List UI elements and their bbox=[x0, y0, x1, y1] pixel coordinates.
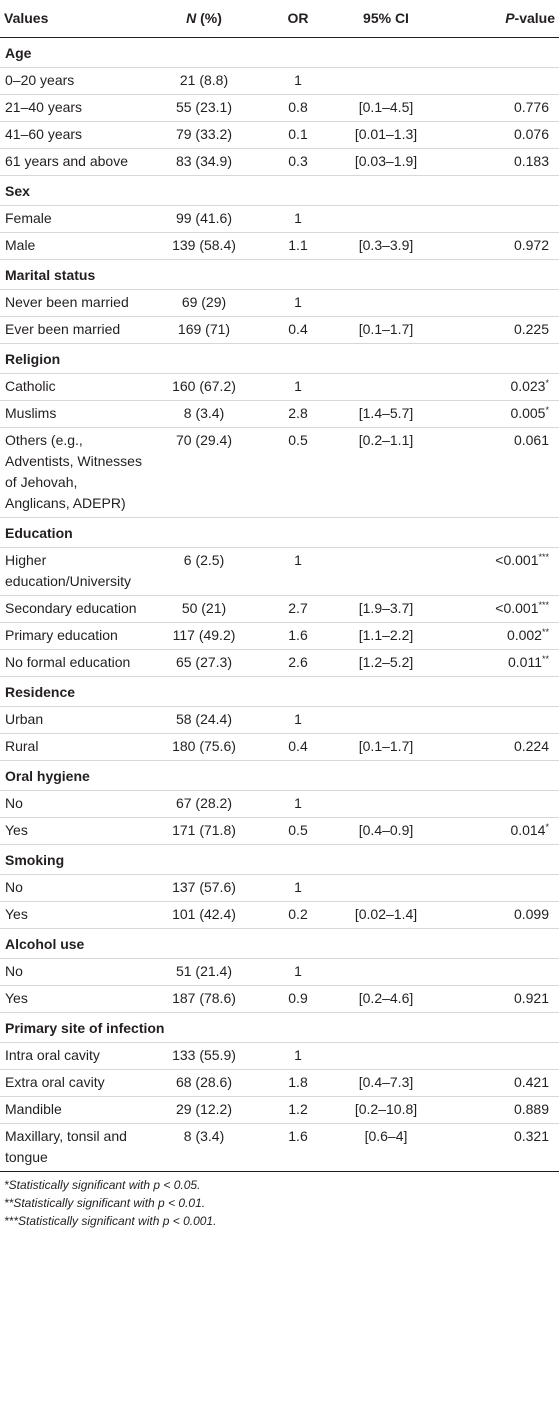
row-p-value bbox=[436, 149, 559, 176]
row-label: Yes bbox=[0, 818, 148, 845]
table-row bbox=[0, 959, 559, 986]
section-row bbox=[0, 176, 559, 206]
row-label: Ever been married bbox=[0, 317, 148, 344]
row-n-percent: 187 (78.6) bbox=[148, 986, 260, 1013]
row-label: Maxillary, tonsil and tongue bbox=[0, 1124, 148, 1172]
row-confidence-interval: [0.01–1.3] bbox=[336, 122, 436, 149]
section-row bbox=[0, 38, 559, 68]
row-odds-ratio: 0.1 bbox=[260, 122, 336, 149]
row-confidence-interval bbox=[336, 548, 436, 596]
section-label: Smoking bbox=[0, 845, 559, 875]
p-value-text: 0.099 bbox=[513, 906, 549, 922]
p-value-text: 0.183 bbox=[513, 153, 549, 169]
row-p-value bbox=[436, 401, 559, 428]
row-label: No bbox=[0, 791, 148, 818]
table-row bbox=[0, 1097, 559, 1124]
row-confidence-interval: [0.2–1.1] bbox=[336, 428, 436, 518]
table-row bbox=[0, 1124, 559, 1172]
section-row bbox=[0, 1013, 559, 1043]
p-value-text: 0.011 bbox=[507, 654, 542, 670]
header-or: OR bbox=[260, 0, 336, 38]
row-odds-ratio: 1 bbox=[260, 206, 336, 233]
row-confidence-interval bbox=[336, 959, 436, 986]
row-confidence-interval: [0.2–4.6] bbox=[336, 986, 436, 1013]
p-value-text: 0.889 bbox=[513, 1101, 549, 1117]
table-row bbox=[0, 986, 559, 1013]
row-n-percent: 68 (28.6) bbox=[148, 1070, 260, 1097]
p-value-text: 0.002 bbox=[506, 627, 542, 643]
row-odds-ratio: 1 bbox=[260, 707, 336, 734]
header-n-rest: (%) bbox=[196, 10, 222, 26]
row-odds-ratio: 1 bbox=[260, 1043, 336, 1070]
section-label: Alcohol use bbox=[0, 929, 559, 959]
row-label: Intra oral cavity bbox=[0, 1043, 148, 1070]
row-n-percent: 51 (21.4) bbox=[148, 959, 260, 986]
footnotes bbox=[0, 1172, 559, 1230]
row-label: Catholic bbox=[0, 374, 148, 401]
row-odds-ratio: 1 bbox=[260, 548, 336, 596]
significance-marker: ** bbox=[541, 654, 549, 664]
row-odds-ratio: 0.5 bbox=[260, 428, 336, 518]
table-row bbox=[0, 233, 559, 260]
row-n-percent: 180 (75.6) bbox=[148, 734, 260, 761]
row-p-value bbox=[436, 875, 559, 902]
row-odds-ratio: 1.2 bbox=[260, 1097, 336, 1124]
row-confidence-interval: [0.02–1.4] bbox=[336, 902, 436, 929]
row-confidence-interval: [0.1–4.5] bbox=[336, 95, 436, 122]
row-n-percent: 6 (2.5) bbox=[148, 548, 260, 596]
row-odds-ratio: 1 bbox=[260, 374, 336, 401]
table-row bbox=[0, 374, 559, 401]
table-header bbox=[0, 0, 559, 38]
table-row bbox=[0, 95, 559, 122]
row-confidence-interval: [1.2–5.2] bbox=[336, 650, 436, 677]
row-label: Secondary education bbox=[0, 596, 148, 623]
row-p-value bbox=[436, 290, 559, 317]
table-row bbox=[0, 1043, 559, 1070]
section-row bbox=[0, 677, 559, 707]
row-p-value bbox=[436, 68, 559, 95]
row-odds-ratio: 0.4 bbox=[260, 734, 336, 761]
row-label: Primary education bbox=[0, 623, 148, 650]
table-row bbox=[0, 1070, 559, 1097]
row-p-value bbox=[436, 374, 559, 401]
p-value-text: 0.421 bbox=[513, 1074, 549, 1090]
header-p-italic: P bbox=[505, 10, 515, 26]
row-p-value bbox=[436, 548, 559, 596]
p-value-text: 0.005 bbox=[510, 405, 546, 421]
row-p-value bbox=[436, 1070, 559, 1097]
p-value-text: 0.224 bbox=[513, 738, 549, 754]
row-label: Urban bbox=[0, 707, 148, 734]
row-n-percent: 79 (33.2) bbox=[148, 122, 260, 149]
row-n-percent: 160 (67.2) bbox=[148, 374, 260, 401]
row-odds-ratio: 1 bbox=[260, 290, 336, 317]
p-value-text: 0.023 bbox=[510, 378, 546, 394]
row-odds-ratio: 1.6 bbox=[260, 623, 336, 650]
p-value-text: <0.001 bbox=[495, 552, 539, 568]
row-n-percent: 50 (21) bbox=[148, 596, 260, 623]
row-n-percent: 117 (49.2) bbox=[148, 623, 260, 650]
row-label: No bbox=[0, 959, 148, 986]
row-n-percent: 99 (41.6) bbox=[148, 206, 260, 233]
row-odds-ratio: 0.5 bbox=[260, 818, 336, 845]
section-label: Marital status bbox=[0, 260, 559, 290]
significance-marker: * bbox=[545, 822, 549, 832]
row-p-value bbox=[436, 902, 559, 929]
row-p-value bbox=[436, 1124, 559, 1172]
row-n-percent: 70 (29.4) bbox=[148, 428, 260, 518]
row-n-percent: 171 (71.8) bbox=[148, 818, 260, 845]
row-label: Male bbox=[0, 233, 148, 260]
row-odds-ratio: 1 bbox=[260, 959, 336, 986]
row-p-value bbox=[436, 95, 559, 122]
table-row bbox=[0, 734, 559, 761]
row-confidence-interval bbox=[336, 875, 436, 902]
table-row bbox=[0, 401, 559, 428]
row-p-value bbox=[436, 818, 559, 845]
row-n-percent: 67 (28.2) bbox=[148, 791, 260, 818]
table-row bbox=[0, 317, 559, 344]
row-n-percent: 21 (8.8) bbox=[148, 68, 260, 95]
table-row bbox=[0, 122, 559, 149]
row-label: Others (e.g., Adventists, Witnesses of Jehovah, Anglicans, ADEPR) bbox=[0, 428, 148, 518]
row-n-percent: 169 (71) bbox=[148, 317, 260, 344]
row-label: Extra oral cavity bbox=[0, 1070, 148, 1097]
significance-marker: ** bbox=[541, 627, 549, 637]
row-odds-ratio: 1.6 bbox=[260, 1124, 336, 1172]
section-row bbox=[0, 845, 559, 875]
row-odds-ratio: 0.9 bbox=[260, 986, 336, 1013]
section-row bbox=[0, 344, 559, 374]
table-row bbox=[0, 596, 559, 623]
row-p-value bbox=[436, 1097, 559, 1124]
row-label: Yes bbox=[0, 902, 148, 929]
section-label: Residence bbox=[0, 677, 559, 707]
row-p-value bbox=[436, 959, 559, 986]
section-label: Sex bbox=[0, 176, 559, 206]
row-p-value bbox=[436, 317, 559, 344]
p-value-text: 0.076 bbox=[513, 126, 549, 142]
row-label: 41–60 years bbox=[0, 122, 148, 149]
row-confidence-interval bbox=[336, 374, 436, 401]
row-label: Mandible bbox=[0, 1097, 148, 1124]
row-n-percent: 139 (58.4) bbox=[148, 233, 260, 260]
row-label: 61 years and above bbox=[0, 149, 148, 176]
significance-marker: *** bbox=[538, 552, 549, 562]
row-p-value bbox=[436, 206, 559, 233]
header-row bbox=[0, 0, 559, 38]
row-confidence-interval bbox=[336, 791, 436, 818]
row-p-value bbox=[436, 707, 559, 734]
row-n-percent: 69 (29) bbox=[148, 290, 260, 317]
table-row bbox=[0, 818, 559, 845]
row-n-percent: 29 (12.2) bbox=[148, 1097, 260, 1124]
section-label: Education bbox=[0, 518, 559, 548]
footnote: **Statistically significant with p < 0.01. bbox=[4, 1196, 206, 1210]
table-row bbox=[0, 290, 559, 317]
table-row bbox=[0, 875, 559, 902]
table-row bbox=[0, 149, 559, 176]
table-body bbox=[0, 38, 559, 1172]
row-n-percent: 8 (3.4) bbox=[148, 1124, 260, 1172]
row-label: Yes bbox=[0, 986, 148, 1013]
row-confidence-interval bbox=[336, 1043, 436, 1070]
section-row bbox=[0, 518, 559, 548]
row-label: Higher education/University bbox=[0, 548, 148, 596]
section-row bbox=[0, 929, 559, 959]
row-n-percent: 58 (24.4) bbox=[148, 707, 260, 734]
p-value-text: 0.776 bbox=[513, 99, 549, 115]
section-label: Religion bbox=[0, 344, 559, 374]
row-confidence-interval bbox=[336, 68, 436, 95]
p-value-text: 0.972 bbox=[513, 237, 549, 253]
header-ci: 95% CI bbox=[336, 0, 436, 38]
row-label: Never been married bbox=[0, 290, 148, 317]
row-confidence-interval: [1.4–5.7] bbox=[336, 401, 436, 428]
header-n-italic: N bbox=[186, 10, 197, 26]
row-confidence-interval: [1.9–3.7] bbox=[336, 596, 436, 623]
row-confidence-interval: [0.6–4] bbox=[336, 1124, 436, 1172]
row-p-value bbox=[436, 596, 559, 623]
section-row bbox=[0, 260, 559, 290]
p-value-text: 0.061 bbox=[513, 432, 549, 448]
row-odds-ratio: 2.7 bbox=[260, 596, 336, 623]
row-odds-ratio: 1.8 bbox=[260, 1070, 336, 1097]
header-p-rest: -value bbox=[514, 10, 555, 26]
row-odds-ratio: 0.3 bbox=[260, 149, 336, 176]
p-value-text: 0.014 bbox=[510, 822, 546, 838]
table-row bbox=[0, 548, 559, 596]
row-p-value bbox=[436, 650, 559, 677]
footnote: *Statistically significant with p < 0.05. bbox=[4, 1178, 201, 1192]
p-value-text: <0.001 bbox=[495, 600, 539, 616]
row-n-percent: 55 (23.1) bbox=[148, 95, 260, 122]
row-p-value bbox=[436, 428, 559, 518]
section-row bbox=[0, 761, 559, 791]
row-n-percent: 65 (27.3) bbox=[148, 650, 260, 677]
row-confidence-interval: [0.1–1.7] bbox=[336, 317, 436, 344]
row-confidence-interval: [0.1–1.7] bbox=[336, 734, 436, 761]
row-odds-ratio: 1 bbox=[260, 791, 336, 818]
significance-marker: * bbox=[545, 378, 549, 388]
row-p-value bbox=[436, 122, 559, 149]
table-row bbox=[0, 428, 559, 518]
header-p-value bbox=[436, 0, 559, 38]
row-confidence-interval: [0.03–1.9] bbox=[336, 149, 436, 176]
section-label: Oral hygiene bbox=[0, 761, 559, 791]
header-n-percent bbox=[148, 0, 260, 38]
row-confidence-interval: [0.3–3.9] bbox=[336, 233, 436, 260]
row-n-percent: 8 (3.4) bbox=[148, 401, 260, 428]
row-odds-ratio: 2.6 bbox=[260, 650, 336, 677]
p-value-text: 0.225 bbox=[513, 321, 549, 337]
row-p-value bbox=[436, 1043, 559, 1070]
row-confidence-interval: [0.4–0.9] bbox=[336, 818, 436, 845]
table-row bbox=[0, 206, 559, 233]
row-odds-ratio: 1 bbox=[260, 68, 336, 95]
row-label: Rural bbox=[0, 734, 148, 761]
row-confidence-interval bbox=[336, 707, 436, 734]
row-p-value bbox=[436, 791, 559, 818]
table-row bbox=[0, 902, 559, 929]
significance-marker: *** bbox=[538, 600, 549, 610]
header-values: Values bbox=[0, 0, 148, 38]
row-odds-ratio: 0.8 bbox=[260, 95, 336, 122]
row-odds-ratio: 2.8 bbox=[260, 401, 336, 428]
row-confidence-interval: [0.2–10.8] bbox=[336, 1097, 436, 1124]
row-p-value bbox=[436, 986, 559, 1013]
row-odds-ratio: 1 bbox=[260, 875, 336, 902]
footnote: ***Statistically significant with p < 0.001. bbox=[4, 1214, 217, 1228]
table-row bbox=[0, 623, 559, 650]
section-label: Primary site of infection bbox=[0, 1013, 559, 1043]
row-odds-ratio: 0.4 bbox=[260, 317, 336, 344]
row-odds-ratio: 0.2 bbox=[260, 902, 336, 929]
row-label: 21–40 years bbox=[0, 95, 148, 122]
row-confidence-interval bbox=[336, 290, 436, 317]
row-n-percent: 101 (42.4) bbox=[148, 902, 260, 929]
row-label: No bbox=[0, 875, 148, 902]
row-label: Muslims bbox=[0, 401, 148, 428]
row-label: 0–20 years bbox=[0, 68, 148, 95]
table-row bbox=[0, 791, 559, 818]
row-n-percent: 83 (34.9) bbox=[148, 149, 260, 176]
p-value-text: 0.921 bbox=[513, 990, 549, 1006]
row-confidence-interval bbox=[336, 206, 436, 233]
row-n-percent: 133 (55.9) bbox=[148, 1043, 260, 1070]
row-n-percent: 137 (57.6) bbox=[148, 875, 260, 902]
p-value-text: 0.321 bbox=[513, 1128, 549, 1144]
row-confidence-interval: [0.4–7.3] bbox=[336, 1070, 436, 1097]
row-confidence-interval: [1.1–2.2] bbox=[336, 623, 436, 650]
row-p-value bbox=[436, 623, 559, 650]
section-label: Age bbox=[5, 45, 32, 61]
row-odds-ratio: 1.1 bbox=[260, 233, 336, 260]
row-p-value bbox=[436, 734, 559, 761]
table-row bbox=[0, 650, 559, 677]
significance-marker: * bbox=[545, 405, 549, 415]
table-row bbox=[0, 707, 559, 734]
row-label: No formal education bbox=[0, 650, 148, 677]
row-p-value bbox=[436, 233, 559, 260]
table-row bbox=[0, 68, 559, 95]
row-label: Female bbox=[0, 206, 148, 233]
